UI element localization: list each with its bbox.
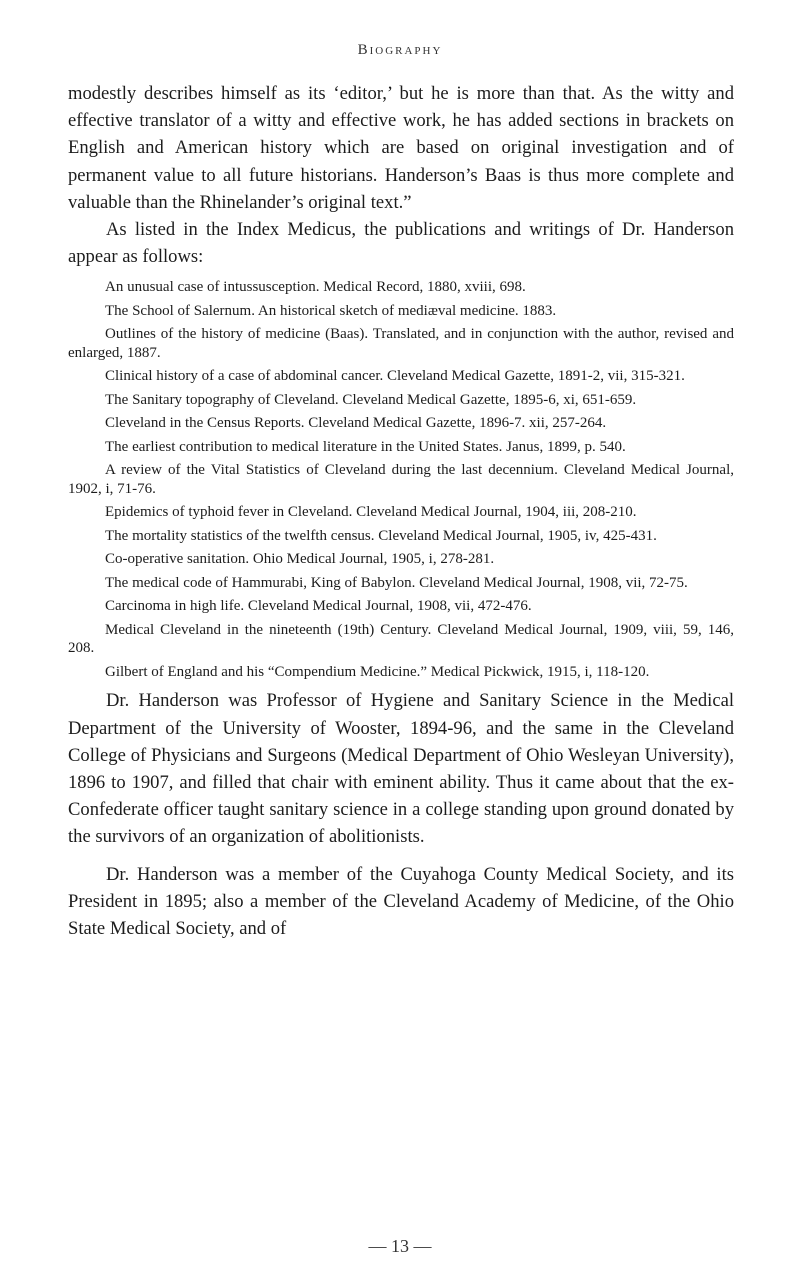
paragraph-3: Dr. Handerson was Professor of Hygiene and Sanitary Science in the Medical Department of the University of Wooster, 1894-96, and the same in the Cleveland College of Physicians and Surgeons (Medical Department of Ohio Wesleyan University), 1896 to 1907, and filled that chair with eminent ability. Thus it came about that the ex-Confederate officer taught sanitary science in a college standing upon ground donated by the survivors of an organization of abolitionists. bbox=[68, 690, 734, 848]
publication-item: The mortality statistics of the twelfth census. Cleveland Medical Journal, 1905, iv, 425-431. bbox=[105, 527, 657, 544]
publication-item: Co-operative sanitation. Ohio Medical Journal, 1905, i, 278-281. bbox=[105, 551, 495, 568]
body-text bbox=[68, 80, 734, 942]
publication-item: Gilbert of England and his “Compendium Medicine.” Medical Pickwick, 1915, i, 118-120. bbox=[105, 663, 650, 680]
publication-item: The earliest contribution to medical literature in the United States. Janus, 1899, p. 540. bbox=[105, 438, 626, 455]
publication-item: The medical code of Hammurabi, King of Babylon. Cleveland Medical Journal, 1908, vii, 72-75. bbox=[105, 574, 688, 591]
publication-item: The School of Salernum. An historical sketch of mediæval medicine. 1883. bbox=[105, 302, 557, 319]
running-head: Biography bbox=[357, 42, 443, 58]
paragraph-2: As listed in the Index Medicus, the publications and writings of Dr. Handerson appear as follows: bbox=[68, 219, 734, 268]
publication-item: Medical Cleveland in the nineteenth (19th) Century. Cleveland Medical Journal, 1909, viii, 59, 146, 208. bbox=[68, 621, 734, 657]
publication-item: Clinical history of a case of abdominal cancer. Cleveland Medical Gazette, 1891-2, vii, 315-321. bbox=[105, 368, 685, 385]
publication-item: An unusual case of intussusception. Medical Record, 1880, xviii, 698. bbox=[105, 279, 526, 296]
page-number: — 13 — bbox=[368, 1236, 432, 1256]
publication-list bbox=[68, 278, 734, 681]
publication-item: Carcinoma in high life. Cleveland Medical Journal, 1908, vii, 472-476. bbox=[105, 598, 532, 615]
publication-item: Epidemics of typhoid fever in Cleveland. Cleveland Medical Journal, 1904, iii, 208-210. bbox=[105, 504, 637, 521]
paragraph-4: Dr. Handerson was a member of the Cuyahoga County Medical Society, and its President in 1895; also a member of the Cleveland Academy of Medicine, of the Ohio State Medical Society, and of bbox=[68, 863, 734, 940]
paragraph-1: modestly describes himself as its ‘editor,’ but he is more than that. As the witty and effective translator of a witty and effective work, he has added sections in brackets on English and American history which are based on original investigation and of permanent value to all future historians. Handerson’s Baas is thus more complete and valuable than the Rhinelander’s original text.” bbox=[68, 83, 734, 213]
publication-item: Outlines of the history of medicine (Baas). Translated, and in conjunction with the author, revised and enlarged, 1887. bbox=[68, 326, 734, 361]
publication-item: Cleveland in the Census Reports. Cleveland Medical Gazette, 1896-7. xii, 257-264. bbox=[105, 415, 607, 432]
publication-item: A review of the Vital Statistics of Cleveland during the last decennium. Cleveland Medical Journal, 1902, i, 71-76. bbox=[68, 462, 734, 497]
publication-item: The Sanitary topography of Cleveland. Cleveland Medical Gazette, 1895-6, xi, 651-659. bbox=[105, 391, 637, 408]
paragraph-gap bbox=[68, 851, 734, 861]
